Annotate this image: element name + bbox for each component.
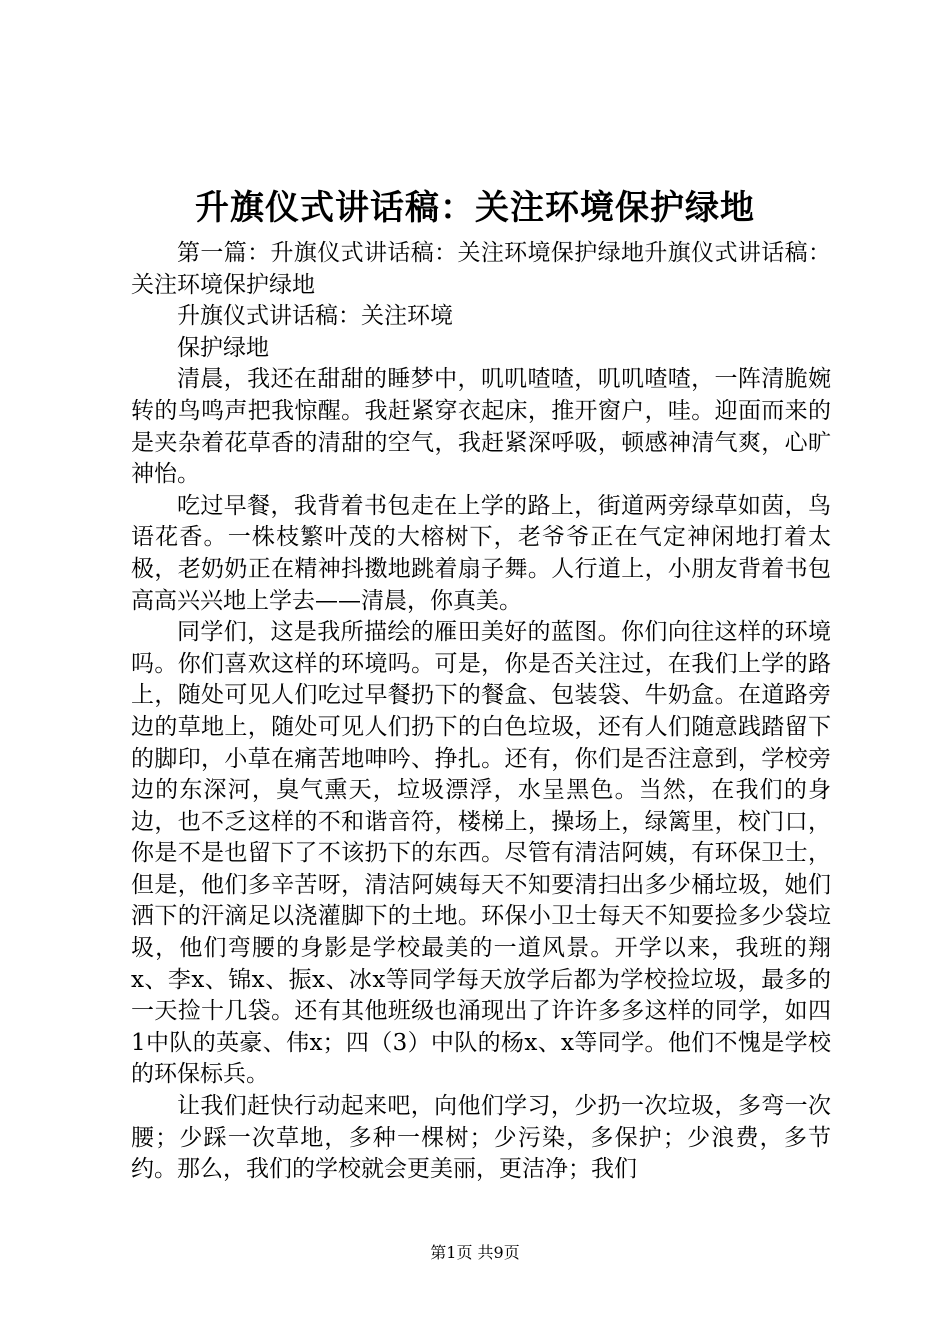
document-title: 升旗仪式讲话稿：关注环境保护绿地 (195, 188, 755, 228)
page-footer: 第1页 共9页 (430, 1243, 520, 1262)
document-body (131, 238, 831, 1186)
paragraph-chapter-heading: 第一篇：升旗仪式讲话稿：关注环境保护绿地升旗仪式讲话稿：关注环境保护绿地 (131, 240, 831, 298)
paragraph-breakfast: 吃过早餐，我背着书包走在上学的路上，街道两旁绿草如茵，鸟语花香。一株枝繁叶茂的大榕树下，老爷爷正在气定神闲地打着太极，老奶奶正在精神抖擞地跳着扇子舞。人行道上，小朋友背着书包高高兴兴地上学去——清晨，你真美。 (131, 492, 831, 614)
paragraph-subtitle-1: 升旗仪式讲话稿：关注环境 (177, 303, 453, 330)
paragraph-classmates: 同学们，这是我所描绘的雁田美好的蓝图。你们向往这样的环境吗。你们喜欢这样的环境吗。可是，你是否关注过，在我们上学的路上，随处可见人们吃过早餐扔下的餐盒、包装袋、牛奶盒。在道路旁边的草地上，随处可见人们扔下的白色垃圾，还有人们随意践踏留下的脚印，小草在痛苦地呻吟、挣扎。还有，你们是否注意到，学校旁边的东深河，臭气熏天，垃圾漂浮，水呈黑色。当然，在我们的身边，也不乏这样的不和谐音符，楼梯上，操场上，绿篱里，校门口，你是不是也留下了不该扔下的东西。尽管有清洁阿姨，有环保卫士，但是，他们多辛苦呀，清洁阿姨每天不知要清扫出多少桶垃圾，她们洒下的汗滴足以浇灌脚下的土地。环保小卫士每天不知要捡多少袋垃圾，他们弯腰的身影是学校最美的一道风景。开学以来，我班的翔x、李x、锦x、振x、冰x等同学每天放学后都为学校捡垃圾，最多的一天捡十几袋。还有其他班级也涌现出了许许多多这样的同学，如四1中队的英豪、伟x；四（3）中队的杨x、x等同学。他们不愧是学校的环保标兵。 (131, 619, 831, 1088)
paragraph-morning: 清晨，我还在甜甜的睡梦中，叽叽喳喳，叽叽喳喳，一阵清脆婉转的鸟鸣声把我惊醒。我赶紧穿衣起床，推开窗户，哇。迎面而来的是夹杂着花草香的清甜的空气，我赶紧深呼吸，顿感神清气爽，心旷神怡。 (131, 366, 831, 488)
paragraph-subtitle-2: 保护绿地 (177, 334, 269, 361)
paragraph-call-to-action: 让我们赶快行动起来吧，向他们学习，少扔一次垃圾，多弯一次腰；少踩一次草地，多种一棵树；少污染，多保护；少浪费，多节约。那么，我们的学校就会更美丽，更洁净；我们 (131, 1093, 831, 1183)
